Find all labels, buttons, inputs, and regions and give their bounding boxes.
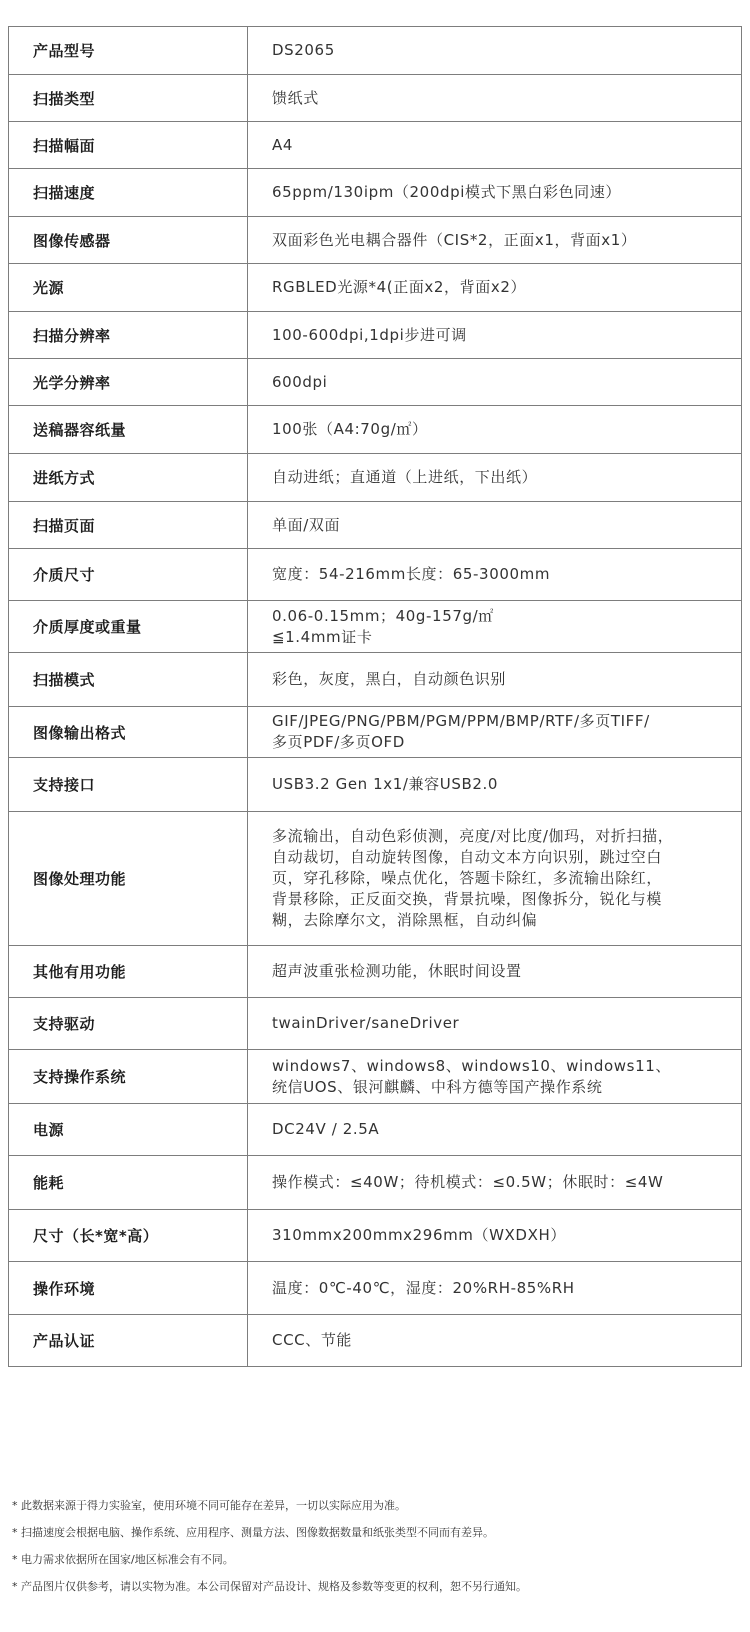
spec-value-line: 600dpi [272,372,328,391]
spec-label: 扫描模式 [9,653,248,707]
spec-row [9,946,742,998]
spec-row [9,1315,742,1367]
spec-value-line: 馈纸式 [272,88,319,107]
spec-value-line: ≦1.4mm证卡 [272,627,373,646]
spec-value [248,122,742,169]
spec-value [248,502,742,549]
spec-value-line: 多页PDF/多页OFD [272,733,405,751]
spec-value-line: CCC、节能 [272,1331,353,1349]
spec-label: 支持操作系统 [9,1050,248,1104]
spec-label: 送稿器容纸量 [9,406,248,454]
spec-row [9,1156,742,1210]
spec-value [248,758,742,812]
spec-label: 电源 [9,1104,248,1156]
spec-value-line: 310mmx200mmx296mm（WXDXH） [272,1226,566,1244]
spec-row [9,312,742,359]
spec-value-line: 自动进纸；直通道（上进纸，下出纸） [272,468,538,486]
spec-value [248,998,742,1050]
spec-row [9,122,742,169]
spec-value-line: 糊，去除摩尔文，消除黑框，自动纠偏 [272,911,538,929]
spec-row [9,1104,742,1156]
spec-value-line: 背景移除，正反面交换，背景抗噪，图像拆分，锐化与模 [272,890,663,908]
spec-label: 能耗 [9,1156,248,1210]
spec-label: 图像处理功能 [9,812,248,946]
footnote: * 扫描速度会根据电脑、操作系统、应用程序、测量方法、图像数据数量和纸张类型不同而有差异。 [12,1526,494,1539]
spec-value [248,1210,742,1262]
spec-value-line: twainDriver/saneDriver [272,1014,460,1032]
spec-value-line: USB3.2 Gen 1x1/兼容USB2.0 [272,775,499,793]
spec-value [248,312,742,359]
spec-value [248,27,742,75]
spec-value [248,454,742,502]
spec-value [248,75,742,122]
spec-value [248,601,742,653]
spec-value-line: 页，穿孔移除，噪点优化，答题卡除红，多流输出除红， [272,869,663,887]
spec-row [9,1050,742,1104]
spec-row [9,998,742,1050]
spec-row [9,27,742,75]
spec-value [248,264,742,312]
spec-value-line: 双面彩色光电耦合器件（CIS*2，正面x1，背面x1） [272,230,637,249]
spec-value [248,406,742,454]
spec-value-line: 超声波重张检测功能，休眠时间设置 [272,962,522,980]
spec-value [248,1050,742,1104]
spec-value [248,1262,742,1315]
spec-row [9,359,742,406]
spec-label: 扫描幅面 [9,122,248,169]
spec-row [9,217,742,264]
spec-row [9,653,742,707]
spec-label: 介质尺寸 [9,549,248,601]
spec-value [248,1315,742,1367]
spec-row [9,75,742,122]
spec-value-line: GIF/JPEG/PNG/PBM/PGM/PPM/BMP/RTF/多页TIFF/ [272,712,650,730]
footnotes [12,1492,737,1600]
spec-value-line: 统信UOS、银河麒麟、中科方德等国产操作系统 [272,1077,603,1096]
spec-label: 扫描分辨率 [9,312,248,359]
spec-value-line: DS2065 [272,41,335,59]
spec-label: 尺寸（长*宽*高） [9,1210,248,1262]
spec-row [9,812,742,946]
spec-label: 支持接口 [9,758,248,812]
spec-value-line: 彩色，灰度，黑白，自动颜色识别 [272,670,507,688]
spec-value-line: 操作模式：≤40W；待机模式：≤0.5W；休眠时：≤4W [272,1173,664,1191]
spec-label: 光源 [9,264,248,312]
footnote: * 电力需求依据所在国家/地区标准会有不同。 [12,1553,234,1566]
spec-row [9,169,742,217]
spec-table-body [9,27,742,1367]
spec-label: 操作环境 [9,1262,248,1315]
spec-value-line: 温度：0℃-40℃，湿度：20%RH-85%RH [272,1278,575,1297]
spec-table [8,26,742,1367]
spec-row [9,601,742,653]
spec-label: 光学分辨率 [9,359,248,406]
spec-value [248,653,742,707]
spec-value-line: 自动裁切，自动旋转图像，自动文本方向识别，跳过空白 [272,848,663,866]
spec-label: 扫描速度 [9,169,248,217]
spec-value [248,169,742,217]
footnote: * 此数据来源于得力实验室，使用环境不同可能存在差异，一切以实际应用为准。 [12,1499,406,1512]
spec-value-line: 100张（A4:70g/㎡） [272,420,428,438]
footnote: * 产品图片仅供参考，请以实物为准。本公司保留对产品设计、规格及参数等变更的权利，恕不另行通知。 [12,1580,527,1593]
spec-row [9,264,742,312]
spec-label: 扫描类型 [9,75,248,122]
spec-label: 其他有用功能 [9,946,248,998]
spec-row [9,502,742,549]
spec-value-line: 宽度：54-216mm长度：65-3000mm [272,565,551,583]
spec-value-line: 0.06-0.15mm；40g-157g/㎡ [272,606,494,625]
spec-label: 图像传感器 [9,217,248,264]
spec-label: 介质厚度或重量 [9,601,248,653]
spec-value-line: windows7、windows8、windows10、windows11、 [272,1056,671,1075]
spec-value [248,1156,742,1210]
spec-row [9,1210,742,1262]
spec-label: 产品型号 [9,27,248,75]
spec-label: 进纸方式 [9,454,248,502]
spec-value [248,946,742,998]
spec-row [9,406,742,454]
spec-value-line: 65ppm/130ipm（200dpi模式下黑白彩色同速） [272,183,621,201]
spec-label: 图像输出格式 [9,707,248,758]
spec-value-line: RGBLED光源*4(正面x2，背面x2） [272,278,527,296]
spec-value [248,217,742,264]
spec-label: 扫描页面 [9,502,248,549]
spec-value [248,707,742,758]
spec-value [248,359,742,406]
spec-value-line: 100-600dpi,1dpi步进可调 [272,325,467,344]
spec-row [9,1262,742,1315]
spec-label: 支持驱动 [9,998,248,1050]
spec-value-line: DC24V / 2.5A [272,1120,380,1138]
spec-value-line: A4 [272,135,294,154]
spec-value [248,1104,742,1156]
spec-row [9,549,742,601]
spec-row [9,454,742,502]
spec-value-line: 单面/双面 [272,515,341,534]
spec-row [9,758,742,812]
spec-value [248,549,742,601]
spec-value [248,812,742,946]
spec-value-line: 多流输出，自动色彩侦测，亮度/对比度/伽玛，对折扫描， [272,827,674,845]
spec-label: 产品认证 [9,1315,248,1367]
spec-row [9,707,742,758]
